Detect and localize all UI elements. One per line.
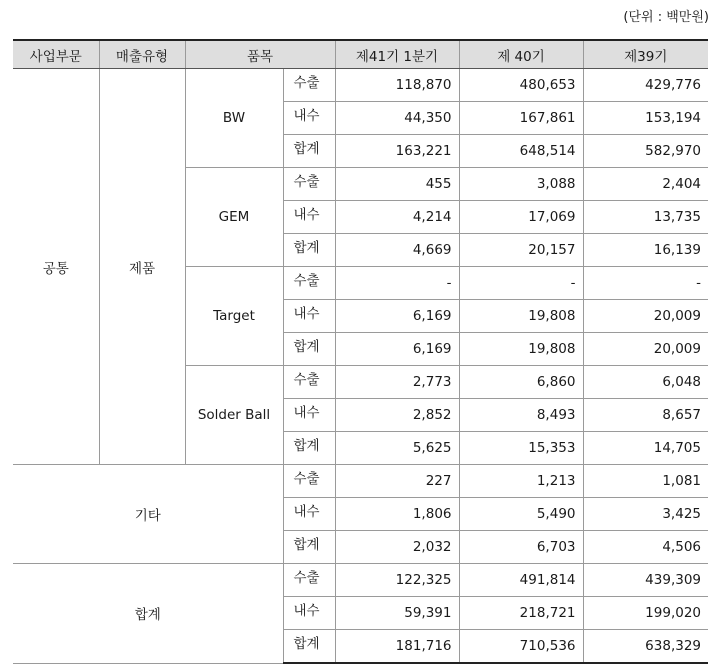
value-cell: 638,329 <box>583 630 708 664</box>
value-cell: 2,852 <box>335 399 459 432</box>
value-cell: 6,048 <box>583 366 708 399</box>
value-cell: 122,325 <box>335 564 459 597</box>
kind-cell: 합계 <box>283 333 335 366</box>
table-row <box>13 564 708 597</box>
value-cell: 118,870 <box>335 69 459 102</box>
value-cell: 4,669 <box>335 234 459 267</box>
kind-cell: 합계 <box>283 432 335 465</box>
value-cell: 59,391 <box>335 597 459 630</box>
value-cell: 20,009 <box>583 333 708 366</box>
kind-cell: 합계 <box>283 531 335 564</box>
value-cell: 480,653 <box>459 69 583 102</box>
table-row <box>13 465 708 498</box>
header-sales-type: 매출유형 <box>99 40 185 69</box>
other-label-cell: 기타 <box>13 465 283 564</box>
product-name-cell: GEM <box>185 168 283 267</box>
value-cell: 17,069 <box>459 201 583 234</box>
value-cell: 6,860 <box>459 366 583 399</box>
value-cell: 5,625 <box>335 432 459 465</box>
sales-table <box>13 39 708 664</box>
unit-note: (단위 : 백만원) <box>623 10 709 25</box>
value-cell: 6,169 <box>335 300 459 333</box>
kind-cell: 내수 <box>283 300 335 333</box>
value-cell: 4,214 <box>335 201 459 234</box>
kind-cell: 내수 <box>283 399 335 432</box>
kind-cell: 내수 <box>283 201 335 234</box>
value-cell: 6,703 <box>459 531 583 564</box>
segment-cell: 공통 <box>13 69 99 465</box>
value-cell: 582,970 <box>583 135 708 168</box>
value-cell: 1,806 <box>335 498 459 531</box>
value-cell: 19,808 <box>459 333 583 366</box>
kind-cell: 수출 <box>283 168 335 201</box>
value-cell: 491,814 <box>459 564 583 597</box>
header-period-41q1: 제41기 1분기 <box>335 40 459 69</box>
header-period-40: 제 40기 <box>459 40 583 69</box>
value-cell: 8,493 <box>459 399 583 432</box>
value-cell: 167,861 <box>459 102 583 135</box>
kind-cell: 내수 <box>283 102 335 135</box>
kind-cell: 수출 <box>283 69 335 102</box>
value-cell: 3,088 <box>459 168 583 201</box>
value-cell: 439,309 <box>583 564 708 597</box>
header-product: 품목 <box>185 40 335 69</box>
product-name-cell: BW <box>185 69 283 168</box>
value-cell: 5,490 <box>459 498 583 531</box>
total-label-cell: 합계 <box>13 564 283 664</box>
value-cell: 199,020 <box>583 597 708 630</box>
kind-cell: 수출 <box>283 564 335 597</box>
value-cell: 648,514 <box>459 135 583 168</box>
value-cell: 181,716 <box>335 630 459 664</box>
value-cell: 16,139 <box>583 234 708 267</box>
kind-cell: 합계 <box>283 630 335 664</box>
value-cell: 227 <box>335 465 459 498</box>
value-cell: 710,536 <box>459 630 583 664</box>
value-cell: 2,773 <box>335 366 459 399</box>
value-cell: 163,221 <box>335 135 459 168</box>
header-period-39: 제39기 <box>583 40 708 69</box>
value-cell: 6,169 <box>335 333 459 366</box>
kind-cell: 수출 <box>283 366 335 399</box>
value-cell: - <box>459 267 583 300</box>
header-row <box>13 40 708 69</box>
value-cell: 429,776 <box>583 69 708 102</box>
value-cell: 20,009 <box>583 300 708 333</box>
value-cell: 1,081 <box>583 465 708 498</box>
value-cell: 153,194 <box>583 102 708 135</box>
value-cell: 455 <box>335 168 459 201</box>
value-cell: 19,808 <box>459 300 583 333</box>
table-row <box>13 69 708 102</box>
product-name-cell: Target <box>185 267 283 366</box>
value-cell: - <box>335 267 459 300</box>
kind-cell: 수출 <box>283 465 335 498</box>
value-cell: 4,506 <box>583 531 708 564</box>
value-cell: 14,705 <box>583 432 708 465</box>
value-cell: 13,735 <box>583 201 708 234</box>
kind-cell: 수출 <box>283 267 335 300</box>
value-cell: 218,721 <box>459 597 583 630</box>
header-segment: 사업부문 <box>13 40 99 69</box>
value-cell: 3,425 <box>583 498 708 531</box>
kind-cell: 합계 <box>283 135 335 168</box>
value-cell: - <box>583 267 708 300</box>
value-cell: 44,350 <box>335 102 459 135</box>
kind-cell: 내수 <box>283 597 335 630</box>
value-cell: 15,353 <box>459 432 583 465</box>
value-cell: 2,404 <box>583 168 708 201</box>
value-cell: 1,213 <box>459 465 583 498</box>
value-cell: 8,657 <box>583 399 708 432</box>
sales-type-cell: 제품 <box>99 69 185 465</box>
kind-cell: 합계 <box>283 234 335 267</box>
value-cell: 20,157 <box>459 234 583 267</box>
product-name-cell: Solder Ball <box>185 366 283 465</box>
value-cell: 2,032 <box>335 531 459 564</box>
kind-cell: 내수 <box>283 498 335 531</box>
